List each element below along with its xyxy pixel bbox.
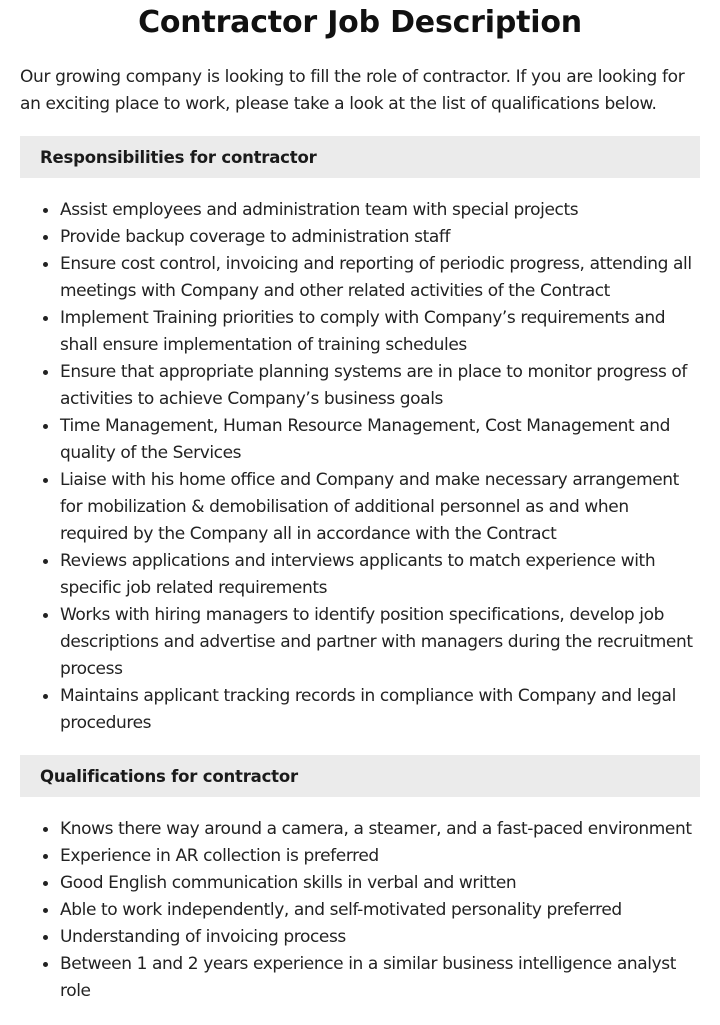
- list-item: Good English communication skills in verbal and written: [60, 870, 700, 897]
- list-item: Ensure cost control, invoicing and reporting of periodic progress, attending all meetings with Company and other related activities of the Contract: [60, 251, 700, 305]
- list-item: Understanding of invoicing process: [60, 924, 700, 951]
- list-item: Provide backup coverage to administration staff: [60, 224, 700, 251]
- list-item: Time Management, Human Resource Management, Cost Management and quality of the Services: [60, 413, 700, 467]
- list-item: Implement Training priorities to comply with Company’s requirements and shall ensure implementation of training schedules: [60, 305, 700, 359]
- responsibilities-list: [20, 197, 700, 737]
- list-item: Assist employees and administration team with special projects: [60, 197, 700, 224]
- list-item: Ensure that appropriate planning systems are in place to monitor progress of activities to achieve Company’s business goals: [60, 359, 700, 413]
- list-item: Works with hiring managers to identify position specifications, develop job descriptions and advertise and partner with managers during the recruitment process: [60, 602, 700, 683]
- list-item: Knows there way around a camera, a steamer, and a fast-paced environment: [60, 816, 700, 843]
- responsibilities-heading: Responsibilities for contractor: [20, 136, 700, 178]
- qualifications-list: [20, 816, 700, 1005]
- list-item: Reviews applications and interviews applicants to match experience with specific job related requirements: [60, 548, 700, 602]
- list-item: Maintains applicant tracking records in compliance with Company and legal procedures: [60, 683, 700, 737]
- list-item: Able to work independently, and self-motivated personality preferred: [60, 897, 700, 924]
- qualifications-heading: Qualifications for contractor: [20, 755, 700, 797]
- page-title: Contractor Job Description: [138, 5, 582, 40]
- list-item: Liaise with his home office and Company and make necessary arrangement for mobilization & demobilisation of additional personnel as and when required by the Company all in accordance with the Contract: [60, 467, 700, 548]
- list-item: Experience in AR collection is preferred: [60, 843, 700, 870]
- intro-paragraph: Our growing company is looking to fill the role of contractor. If you are looking for an exciting place to work, please take a look at the list of qualifications below.: [20, 67, 685, 114]
- list-item: Between 1 and 2 years experience in a similar business intelligence analyst role: [60, 951, 700, 1005]
